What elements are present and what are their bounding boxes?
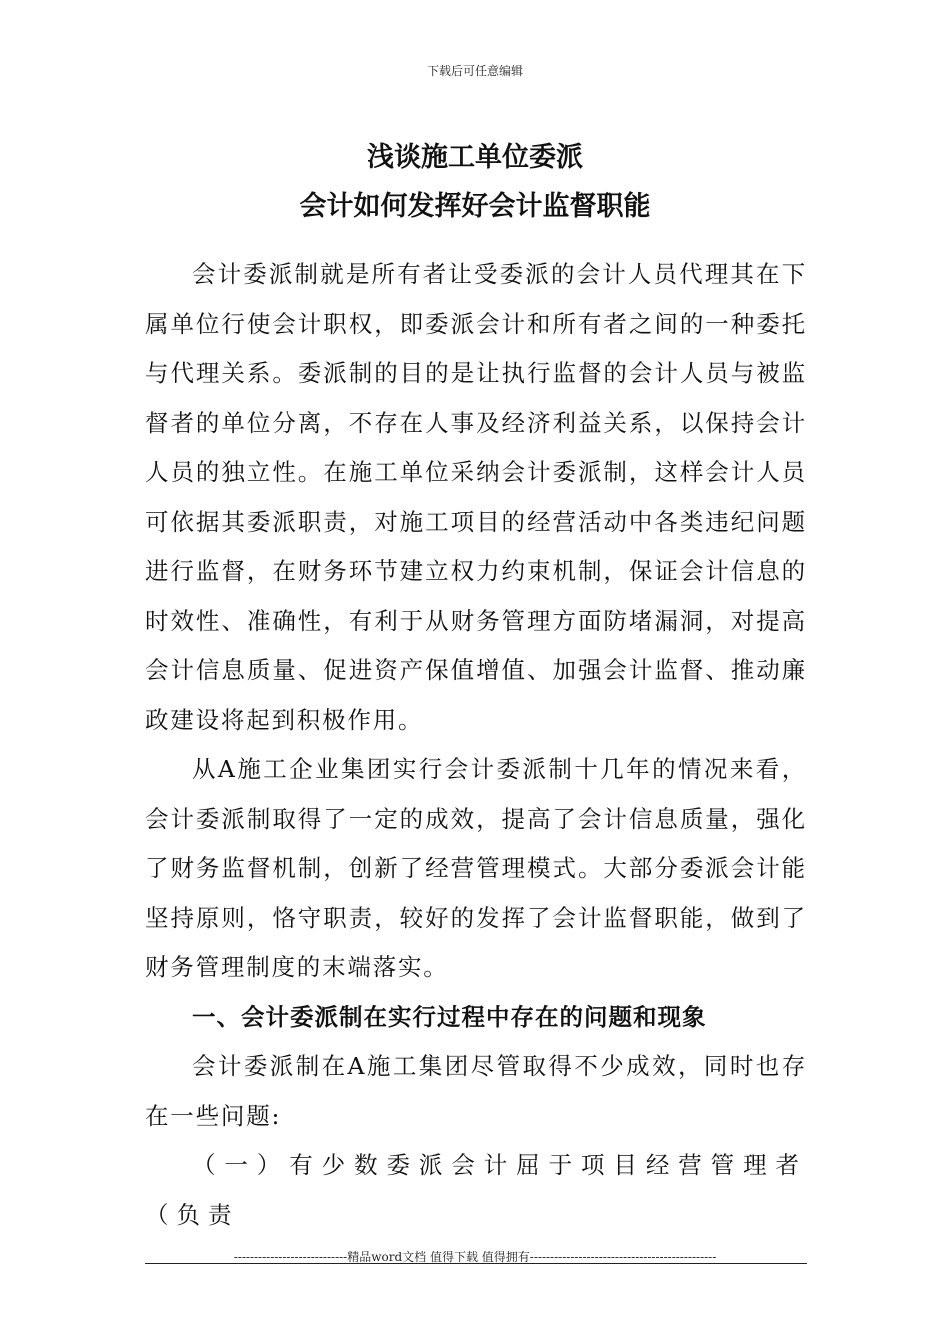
sub-item-1: （一）有少数委派会计屈于项目经营管理者（负责 <box>145 1151 807 1229</box>
document-title-line-1: 浅谈施工单位委派 <box>367 142 583 173</box>
header-note: 下载后可任意编辑 <box>426 64 523 78</box>
paragraph-2: 从A施工企业集团实行会计委派制十几年的情况来看，会计委派制取得了一定的成效，提高了会计信息质量，强化了财务监督机制，创新了经营管理模式。大部分委派会计能坚持原则，恪守职责，较好的发挥了会计监督职能，做到了财务管理制度的末端落实。 <box>145 755 807 981</box>
body-text <box>145 250 807 1240</box>
document-title-line-2: 会计如何发挥好会计监督职能 <box>299 191 651 222</box>
section-paragraph: 会计委派制在A施工集团尽管取得不少成效，同时也存在一些问题: <box>145 1052 807 1130</box>
paragraph-1: 会计委派制就是所有者让受委派的会计人员代理其在下属单位行使会计职权，即委派会计和所有者之间的一种委托与代理关系。委派制的目的是让执行监督的会计人员与被监督者的单位分离，不存在人事及经济利益关系，以保持会计人员的独立性。在施工单位采纳会计委派制，这样会计人员可依据其委派职责，对施工项目的经营活动中各类违纪问题进行监督，在财务环节建立权力约束机制，保证会计信息的时效性、准确性，有利于从财务管理方面防堵漏洞，对提高会计信息质量、促进资产保值增值、加强会计监督、推动廉政建设将起到积极作用。 <box>145 260 807 734</box>
footer-text: ----------------------------精品word文档 值得下载 值得拥有---------------------------------------------- <box>233 1250 717 1264</box>
footer-divider <box>145 1263 807 1264</box>
section-heading: 一、会计委派制在实行过程中存在的问题和现象 <box>192 1002 707 1031</box>
